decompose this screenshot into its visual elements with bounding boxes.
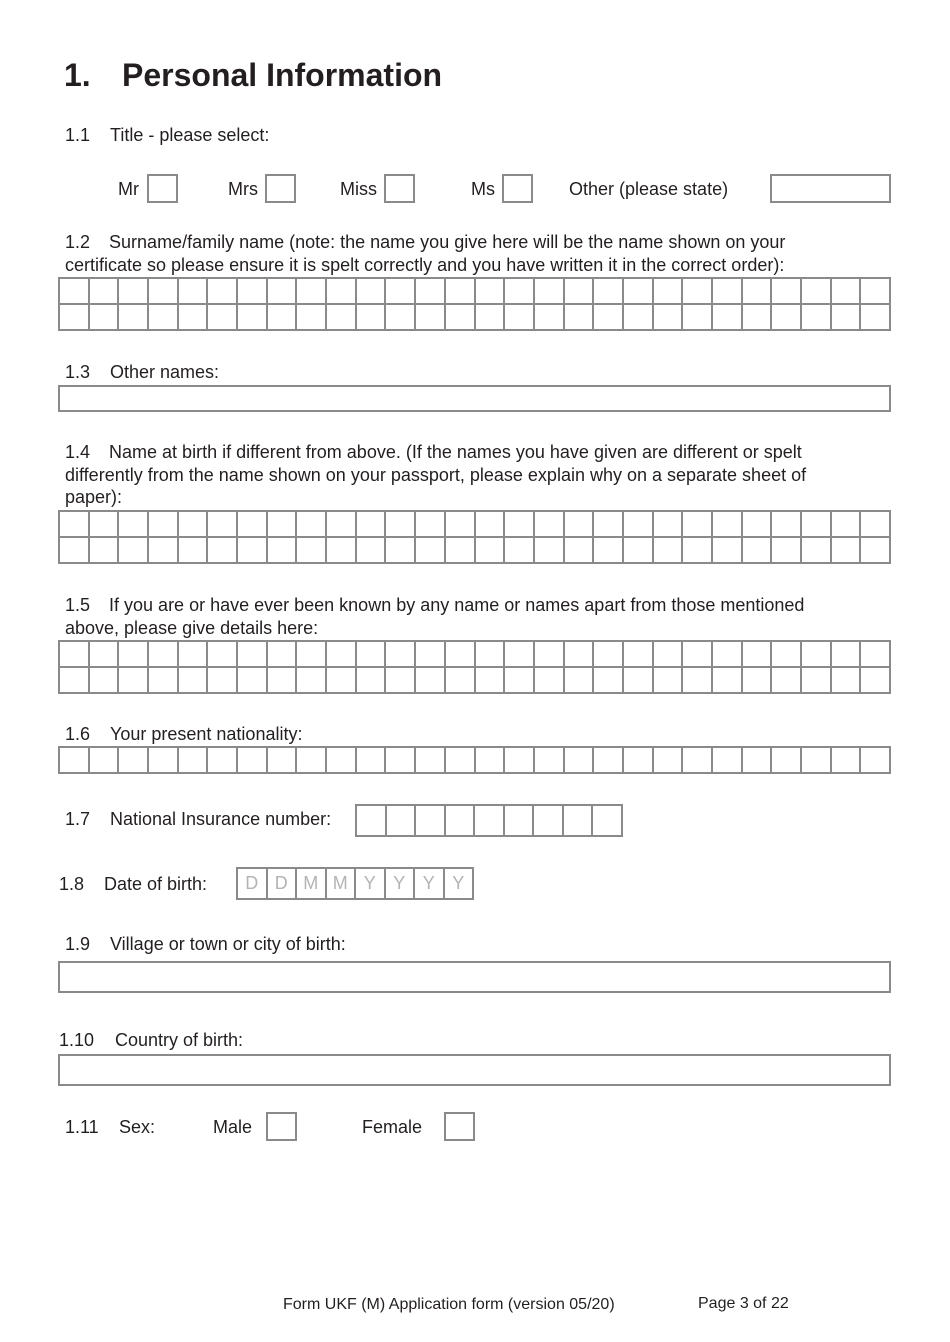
char-cell[interactable] bbox=[208, 538, 238, 564]
char-cell[interactable] bbox=[832, 748, 862, 774]
char-cell[interactable] bbox=[357, 806, 387, 837]
char-cell[interactable] bbox=[416, 642, 446, 668]
char-cell[interactable] bbox=[505, 642, 535, 668]
char-cell[interactable] bbox=[772, 668, 802, 694]
char-cell[interactable] bbox=[119, 642, 149, 668]
char-cell[interactable] bbox=[386, 748, 416, 774]
other-names-input[interactable] bbox=[58, 385, 891, 412]
q1-1-number: 1.1 bbox=[65, 125, 91, 145]
q1-10-label: Country of birth: bbox=[115, 1030, 244, 1050]
surname-char-grid[interactable] bbox=[58, 277, 891, 331]
sex-female-label: Female bbox=[362, 1117, 423, 1137]
char-cell[interactable] bbox=[535, 642, 565, 668]
char-cell[interactable] bbox=[713, 538, 743, 564]
char-cell[interactable] bbox=[624, 305, 654, 331]
q1-7-label: National Insurance number: bbox=[110, 809, 332, 829]
title-other-label: Other (please state) bbox=[569, 179, 729, 199]
char-cell[interactable] bbox=[416, 748, 446, 774]
char-cell[interactable] bbox=[357, 279, 387, 305]
section-number: 1. bbox=[64, 57, 91, 93]
known-names-char-grid[interactable] bbox=[58, 640, 891, 694]
section-title: Personal Information bbox=[122, 57, 443, 93]
char-cell[interactable] bbox=[297, 748, 327, 774]
char-cell[interactable] bbox=[772, 279, 802, 305]
char-cell[interactable] bbox=[861, 279, 891, 305]
char-cell[interactable] bbox=[60, 668, 90, 694]
char-cell[interactable] bbox=[386, 305, 416, 331]
name-at-birth-char-grid[interactable] bbox=[58, 510, 891, 564]
char-cell[interactable] bbox=[297, 668, 327, 694]
char-cell[interactable] bbox=[386, 279, 416, 305]
char-cell[interactable] bbox=[60, 748, 90, 774]
char-cell[interactable] bbox=[327, 305, 357, 331]
char-cell[interactable] bbox=[297, 642, 327, 668]
char-cell[interactable] bbox=[772, 642, 802, 668]
q1-11-label: Sex: bbox=[119, 1117, 156, 1137]
char-cell[interactable] bbox=[476, 538, 506, 564]
char-cell[interactable] bbox=[149, 305, 179, 331]
title-miss-checkbox[interactable] bbox=[384, 174, 415, 203]
q1-7-number: 1.7 bbox=[65, 809, 91, 829]
place-of-birth-input[interactable] bbox=[58, 961, 891, 993]
char-cell[interactable] bbox=[832, 642, 862, 668]
char-cell[interactable] bbox=[802, 538, 832, 564]
char-cell[interactable] bbox=[772, 748, 802, 774]
q1-2-text-line1: Surname/family name (note: the name you give here will be the name shown on your bbox=[109, 232, 786, 252]
country-of-birth-input[interactable] bbox=[58, 1054, 891, 1086]
q1-4-text-line3: paper): bbox=[65, 487, 123, 507]
sex-female-checkbox[interactable] bbox=[444, 1112, 475, 1141]
char-cell[interactable] bbox=[654, 668, 684, 694]
char-cell[interactable] bbox=[535, 279, 565, 305]
char-cell[interactable] bbox=[802, 748, 832, 774]
ni-number-char-grid[interactable] bbox=[355, 804, 623, 837]
char-cell[interactable] bbox=[179, 748, 209, 774]
char-cell[interactable] bbox=[505, 538, 535, 564]
char-cell[interactable] bbox=[802, 279, 832, 305]
char-cell[interactable] bbox=[624, 748, 654, 774]
dob-cell[interactable]: Y bbox=[356, 869, 386, 900]
char-cell[interactable] bbox=[179, 305, 209, 331]
char-cell[interactable] bbox=[416, 305, 446, 331]
char-cell[interactable] bbox=[149, 668, 179, 694]
char-cell[interactable] bbox=[505, 279, 535, 305]
q1-8-number: 1.8 bbox=[59, 874, 85, 894]
char-cell[interactable] bbox=[416, 512, 446, 538]
char-cell[interactable] bbox=[861, 748, 891, 774]
char-cell[interactable] bbox=[594, 748, 624, 774]
char-cell[interactable] bbox=[565, 305, 595, 331]
char-cell[interactable] bbox=[446, 748, 476, 774]
q1-5-text-line1: If you are or have ever been known by any name or names apart from those mentioned bbox=[109, 595, 805, 615]
char-cell[interactable] bbox=[713, 668, 743, 694]
char-cell[interactable] bbox=[357, 538, 387, 564]
char-cell[interactable] bbox=[565, 279, 595, 305]
char-cell[interactable] bbox=[743, 279, 773, 305]
char-cell[interactable] bbox=[90, 668, 120, 694]
q1-4-label bbox=[65, 441, 895, 509]
char-cell[interactable] bbox=[446, 806, 476, 837]
char-cell[interactable] bbox=[416, 538, 446, 564]
char-cell[interactable] bbox=[149, 538, 179, 564]
char-cell[interactable] bbox=[476, 512, 506, 538]
char-cell[interactable] bbox=[713, 642, 743, 668]
char-cell[interactable] bbox=[654, 642, 684, 668]
char-cell[interactable] bbox=[357, 305, 387, 331]
char-cell[interactable] bbox=[238, 642, 268, 668]
char-cell[interactable] bbox=[179, 512, 209, 538]
char-cell[interactable] bbox=[654, 748, 684, 774]
q1-6-number: 1.6 bbox=[65, 724, 91, 744]
char-cell[interactable] bbox=[475, 806, 505, 837]
char-cell[interactable] bbox=[624, 512, 654, 538]
char-cell[interactable] bbox=[772, 305, 802, 331]
char-cell[interactable] bbox=[208, 512, 238, 538]
char-cell[interactable] bbox=[179, 668, 209, 694]
char-cell[interactable] bbox=[832, 668, 862, 694]
q1-4-text-line1: Name at birth if different from above. (If the names you have given are different or spelt bbox=[109, 442, 802, 462]
char-cell[interactable] bbox=[297, 305, 327, 331]
char-cell[interactable] bbox=[802, 668, 832, 694]
char-cell[interactable] bbox=[297, 279, 327, 305]
title-mrs-label: Mrs bbox=[228, 179, 258, 199]
char-cell[interactable] bbox=[268, 668, 298, 694]
char-cell[interactable] bbox=[713, 305, 743, 331]
char-cell[interactable] bbox=[119, 279, 149, 305]
char-cell[interactable] bbox=[446, 668, 476, 694]
char-cell[interactable] bbox=[624, 642, 654, 668]
char-cell[interactable] bbox=[416, 279, 446, 305]
char-cell[interactable] bbox=[535, 748, 565, 774]
char-cell[interactable] bbox=[743, 748, 773, 774]
char-cell[interactable] bbox=[802, 642, 832, 668]
char-cell[interactable] bbox=[268, 642, 298, 668]
char-cell[interactable] bbox=[683, 512, 713, 538]
char-cell[interactable] bbox=[416, 668, 446, 694]
char-cell[interactable] bbox=[683, 748, 713, 774]
char-cell[interactable] bbox=[357, 748, 387, 774]
q1-2-label bbox=[65, 231, 895, 276]
char-cell[interactable] bbox=[446, 279, 476, 305]
char-cell[interactable] bbox=[119, 748, 149, 774]
char-cell[interactable] bbox=[832, 279, 862, 305]
char-cell[interactable] bbox=[832, 305, 862, 331]
char-cell[interactable] bbox=[179, 538, 209, 564]
char-cell[interactable] bbox=[534, 806, 564, 837]
char-cell[interactable] bbox=[832, 512, 862, 538]
title-miss-label: Miss bbox=[340, 179, 377, 199]
char-cell[interactable] bbox=[743, 305, 773, 331]
q1-5-label bbox=[65, 594, 895, 639]
char-cell[interactable] bbox=[119, 305, 149, 331]
q1-10-number: 1.10 bbox=[59, 1030, 95, 1050]
q1-1-label: Title - please select: bbox=[110, 125, 270, 145]
char-cell[interactable] bbox=[565, 538, 595, 564]
char-cell[interactable] bbox=[861, 305, 891, 331]
dob-cell[interactable]: D bbox=[268, 869, 298, 900]
char-cell[interactable] bbox=[743, 538, 773, 564]
char-cell[interactable] bbox=[683, 668, 713, 694]
q1-4-number: 1.4 bbox=[65, 442, 91, 462]
char-cell[interactable] bbox=[149, 512, 179, 538]
char-cell[interactable] bbox=[802, 512, 832, 538]
char-cell[interactable] bbox=[386, 668, 416, 694]
q1-2-number: 1.2 bbox=[65, 232, 91, 252]
char-cell[interactable] bbox=[208, 305, 238, 331]
char-cell[interactable] bbox=[743, 668, 773, 694]
char-cell[interactable] bbox=[90, 512, 120, 538]
char-cell[interactable] bbox=[119, 512, 149, 538]
char-cell[interactable] bbox=[743, 642, 773, 668]
char-cell[interactable] bbox=[861, 512, 891, 538]
char-cell[interactable] bbox=[743, 512, 773, 538]
char-cell[interactable] bbox=[535, 512, 565, 538]
char-cell[interactable] bbox=[327, 668, 357, 694]
char-cell[interactable] bbox=[149, 748, 179, 774]
char-cell[interactable] bbox=[386, 512, 416, 538]
char-cell[interactable] bbox=[327, 538, 357, 564]
char-cell[interactable] bbox=[654, 512, 684, 538]
char-cell[interactable] bbox=[357, 668, 387, 694]
q1-9-number: 1.9 bbox=[65, 934, 91, 954]
q1-3-number: 1.3 bbox=[65, 362, 91, 382]
char-cell[interactable] bbox=[535, 538, 565, 564]
char-cell[interactable] bbox=[90, 279, 120, 305]
char-cell[interactable] bbox=[238, 668, 268, 694]
char-cell[interactable] bbox=[654, 305, 684, 331]
char-cell[interactable] bbox=[119, 538, 149, 564]
title-other-input[interactable] bbox=[770, 174, 891, 203]
title-mr-label: Mr bbox=[118, 179, 139, 199]
char-cell[interactable] bbox=[683, 305, 713, 331]
char-cell[interactable] bbox=[593, 806, 623, 837]
char-cell[interactable] bbox=[446, 538, 476, 564]
char-cell[interactable] bbox=[594, 642, 624, 668]
char-cell[interactable] bbox=[565, 512, 595, 538]
char-cell[interactable] bbox=[297, 538, 327, 564]
q1-3-label: Other names: bbox=[110, 362, 220, 382]
char-cell[interactable] bbox=[238, 279, 268, 305]
q1-9-label: Village or town or city of birth: bbox=[110, 934, 346, 954]
char-cell[interactable] bbox=[149, 642, 179, 668]
char-cell[interactable] bbox=[90, 305, 120, 331]
char-cell[interactable] bbox=[416, 806, 446, 837]
char-cell[interactable] bbox=[208, 668, 238, 694]
char-cell[interactable] bbox=[594, 305, 624, 331]
q1-11-number: 1.11 bbox=[65, 1117, 99, 1137]
q1-5-number: 1.5 bbox=[65, 595, 91, 615]
char-cell[interactable] bbox=[327, 512, 357, 538]
char-cell[interactable] bbox=[505, 748, 535, 774]
char-cell[interactable] bbox=[60, 512, 90, 538]
char-cell[interactable] bbox=[208, 642, 238, 668]
title-mrs-checkbox[interactable] bbox=[265, 174, 296, 203]
char-cell[interactable] bbox=[446, 512, 476, 538]
char-cell[interactable] bbox=[446, 642, 476, 668]
char-cell[interactable] bbox=[861, 642, 891, 668]
char-cell[interactable] bbox=[505, 668, 535, 694]
char-cell[interactable] bbox=[832, 538, 862, 564]
char-cell[interactable] bbox=[683, 642, 713, 668]
char-cell[interactable] bbox=[505, 806, 535, 837]
q1-6-label: Your present nationality: bbox=[110, 724, 303, 744]
char-cell[interactable] bbox=[268, 748, 298, 774]
char-cell[interactable] bbox=[208, 748, 238, 774]
char-cell[interactable] bbox=[713, 279, 743, 305]
char-cell[interactable] bbox=[90, 642, 120, 668]
char-cell[interactable] bbox=[713, 748, 743, 774]
title-ms-label: Ms bbox=[471, 179, 495, 199]
char-cell[interactable] bbox=[386, 538, 416, 564]
char-cell[interactable] bbox=[268, 538, 298, 564]
char-cell[interactable] bbox=[327, 279, 357, 305]
char-cell[interactable] bbox=[238, 305, 268, 331]
dob-cell[interactable]: Y bbox=[386, 869, 416, 900]
dob-cell[interactable]: Y bbox=[415, 869, 445, 900]
nationality-char-grid[interactable] bbox=[58, 746, 891, 774]
date-of-birth-grid[interactable] bbox=[236, 867, 474, 900]
char-cell[interactable] bbox=[505, 512, 535, 538]
char-cell[interactable] bbox=[476, 642, 506, 668]
char-cell[interactable] bbox=[654, 538, 684, 564]
char-cell[interactable] bbox=[238, 512, 268, 538]
char-cell[interactable] bbox=[60, 642, 90, 668]
title-ms-checkbox[interactable] bbox=[502, 174, 533, 203]
char-cell[interactable] bbox=[327, 642, 357, 668]
q1-2-text-line2: certificate so please ensure it is spelt correctly and you have written it in the correct order): bbox=[65, 254, 785, 275]
char-cell[interactable] bbox=[238, 538, 268, 564]
char-cell[interactable] bbox=[505, 305, 535, 331]
char-cell[interactable] bbox=[179, 279, 209, 305]
char-cell[interactable] bbox=[327, 748, 357, 774]
char-cell[interactable] bbox=[476, 279, 506, 305]
char-cell[interactable] bbox=[476, 748, 506, 774]
char-cell[interactable] bbox=[861, 538, 891, 564]
footer-form-name: Form UKF (M) Application form (version 05/20) bbox=[283, 1296, 615, 1313]
dob-cell[interactable]: M bbox=[297, 869, 327, 900]
char-cell[interactable] bbox=[683, 538, 713, 564]
char-cell[interactable] bbox=[60, 279, 90, 305]
char-cell[interactable] bbox=[624, 538, 654, 564]
char-cell[interactable] bbox=[268, 512, 298, 538]
char-cell[interactable] bbox=[624, 668, 654, 694]
dob-cell[interactable]: M bbox=[327, 869, 357, 900]
q1-8-label: Date of birth: bbox=[104, 874, 208, 894]
char-cell[interactable] bbox=[594, 538, 624, 564]
char-cell[interactable] bbox=[357, 642, 387, 668]
q1-5-text-line2: above, please give details here: bbox=[65, 617, 319, 638]
char-cell[interactable] bbox=[90, 538, 120, 564]
char-cell[interactable] bbox=[238, 748, 268, 774]
char-cell[interactable] bbox=[683, 279, 713, 305]
char-cell[interactable] bbox=[594, 512, 624, 538]
char-cell[interactable] bbox=[535, 305, 565, 331]
char-cell[interactable] bbox=[594, 668, 624, 694]
char-cell[interactable] bbox=[208, 279, 238, 305]
char-cell[interactable] bbox=[60, 538, 90, 564]
char-cell[interactable] bbox=[297, 512, 327, 538]
char-cell[interactable] bbox=[90, 748, 120, 774]
char-cell[interactable] bbox=[387, 806, 417, 837]
char-cell[interactable] bbox=[268, 305, 298, 331]
sex-male-checkbox[interactable] bbox=[266, 1112, 297, 1141]
char-cell[interactable] bbox=[861, 668, 891, 694]
char-cell[interactable] bbox=[149, 279, 179, 305]
char-cell[interactable] bbox=[565, 668, 595, 694]
char-cell[interactable] bbox=[60, 305, 90, 331]
footer-page-number: Page 3 of 22 bbox=[698, 1295, 789, 1312]
dob-cell[interactable]: Y bbox=[445, 869, 475, 900]
title-mr-checkbox[interactable] bbox=[147, 174, 178, 203]
char-cell[interactable] bbox=[119, 668, 149, 694]
char-cell[interactable] bbox=[564, 806, 594, 837]
char-cell[interactable] bbox=[476, 668, 506, 694]
dob-cell[interactable]: D bbox=[238, 869, 268, 900]
char-cell[interactable] bbox=[179, 642, 209, 668]
sex-male-label: Male bbox=[213, 1117, 253, 1137]
char-cell[interactable] bbox=[268, 279, 298, 305]
char-cell[interactable] bbox=[386, 642, 416, 668]
char-cell[interactable] bbox=[594, 279, 624, 305]
char-cell[interactable] bbox=[446, 305, 476, 331]
char-cell[interactable] bbox=[654, 279, 684, 305]
char-cell[interactable] bbox=[476, 305, 506, 331]
char-cell[interactable] bbox=[802, 305, 832, 331]
char-cell[interactable] bbox=[357, 512, 387, 538]
char-cell[interactable] bbox=[565, 748, 595, 774]
char-cell[interactable] bbox=[713, 512, 743, 538]
char-cell[interactable] bbox=[535, 668, 565, 694]
q1-4-text-line2: differently from the name shown on your passport, please explain why on a separate sheet of bbox=[65, 464, 807, 485]
char-cell[interactable] bbox=[772, 512, 802, 538]
char-cell[interactable] bbox=[565, 642, 595, 668]
char-cell[interactable] bbox=[772, 538, 802, 564]
char-cell[interactable] bbox=[624, 279, 654, 305]
